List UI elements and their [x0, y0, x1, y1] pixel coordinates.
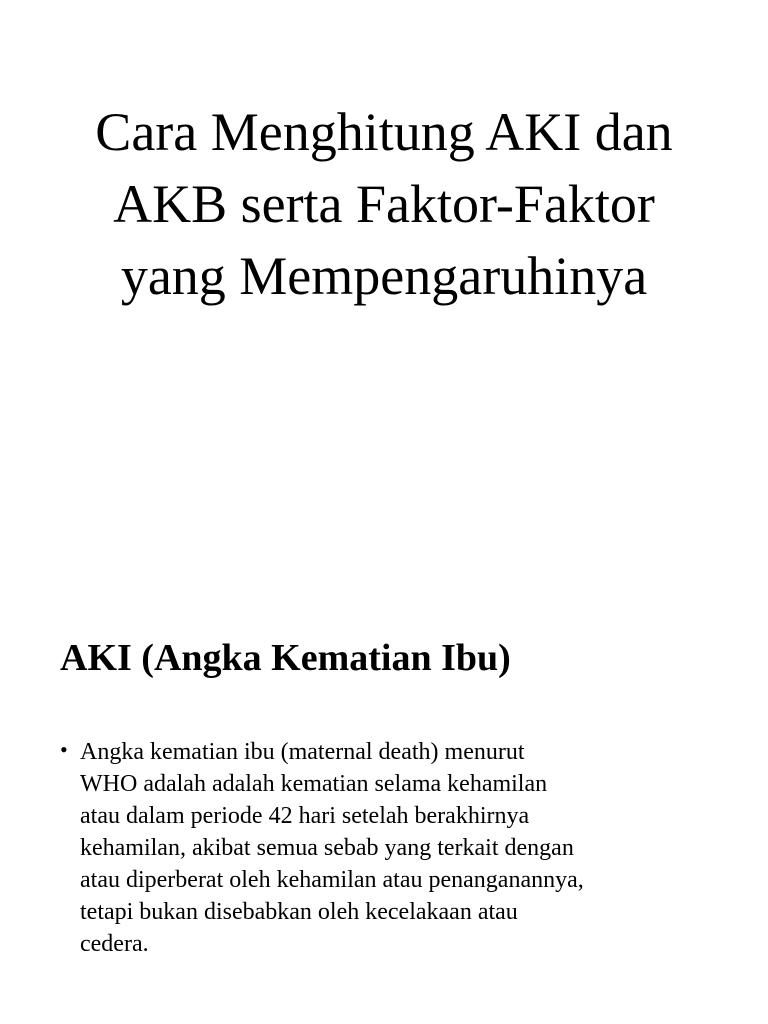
slide-aki	[0, 576, 768, 1024]
bullet-line: atau diperberat oleh kehamilan atau penanganannya,	[80, 867, 584, 893]
bullet-line: kehamilan, akibat semua sebab yang terkait dengan	[80, 835, 574, 861]
section-heading: AKI (Angka Kematian Ibu)	[60, 637, 511, 679]
bullet-line: cedera.	[80, 931, 149, 957]
bullet-line: atau dalam periode 42 hari setelah berakhirnya	[80, 803, 530, 829]
bullet-item	[60, 736, 730, 960]
title-line: yang Mempengaruhinya	[120, 246, 648, 306]
bullet-line: tetapi bukan disebabkan oleh kecelakaan atau	[80, 899, 518, 925]
title-line: Cara Menghitung AKI dan	[95, 102, 673, 162]
bullet-list	[60, 736, 730, 960]
bullet-line: Angka kematian ibu (maternal death) menurut	[80, 739, 525, 765]
bullet-icon: •	[60, 737, 68, 762]
bullet-line: WHO adalah adalah kematian selama kehamilan	[80, 771, 548, 797]
slide-title-heading	[40, 96, 728, 312]
title-line: AKB serta Faktor-Faktor	[113, 174, 655, 234]
